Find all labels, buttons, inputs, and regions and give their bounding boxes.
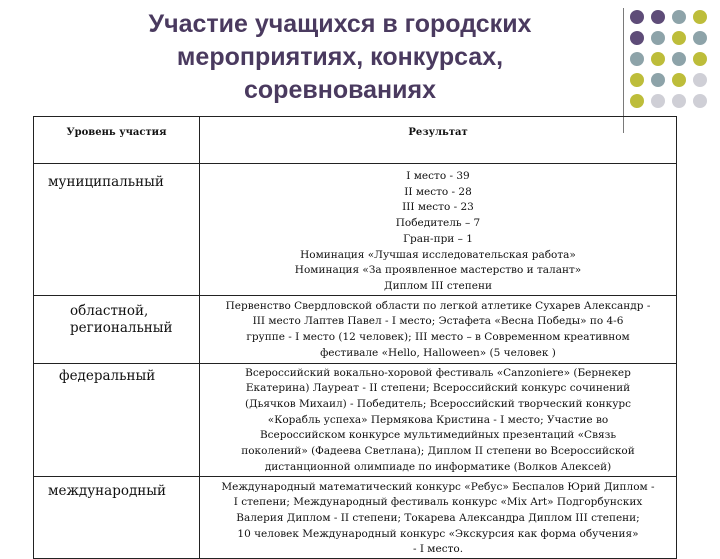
result-cell — [200, 295, 677, 363]
result-line: Номинация «За проявленное мастерство и талант» — [294, 264, 582, 277]
decorative-dot — [693, 31, 707, 45]
table-row — [34, 363, 677, 476]
slide-title — [80, 8, 600, 107]
decorative-dot — [651, 10, 665, 24]
level-cell — [34, 164, 200, 296]
level-cell — [34, 363, 200, 476]
result-line: III место Лаптев Павел - I место; Эстафета «Весна Победы» по 4-6 — [252, 315, 624, 328]
decorative-dot — [651, 31, 665, 45]
result-line: (Дьячков Михаил) - Победитель; Всероссийский творческий конкурс — [244, 398, 632, 411]
result-line: I место - 39 — [406, 170, 470, 182]
decorative-dot — [693, 52, 707, 66]
level-text: международный — [48, 482, 167, 499]
decorative-dot — [693, 10, 707, 24]
level-text: федеральный — [59, 367, 156, 384]
decorative-dot — [693, 73, 707, 87]
result-line: 10 человек Международный конкурс «Экскурсия как форма обучения» — [237, 527, 639, 540]
result-line: Екатерина) Лауреат - II степени; Всероссийский конкурс сочинений — [245, 382, 631, 395]
result-line: Гран-при – 1 — [403, 232, 473, 245]
result-line: III место - 23 — [402, 201, 474, 214]
level-cell — [34, 295, 200, 363]
title-line: соревнованиях — [244, 76, 436, 104]
result-line: дистанционной олимпиаде по информатике (Волков Алексей) — [264, 460, 612, 473]
header-result: Результат — [200, 117, 677, 164]
level-cell — [34, 476, 200, 559]
level-text: региональный — [70, 319, 173, 336]
decorative-dot — [651, 52, 665, 66]
result-line: фестивале «Hello, Halloween» (5 человек ) — [320, 346, 556, 359]
decorative-dot — [651, 73, 665, 87]
decorative-divider — [623, 8, 624, 133]
decorative-dot — [630, 10, 644, 24]
decorative-dot — [630, 31, 644, 45]
table-row — [34, 295, 677, 363]
result-line: Всероссийский вокально-хоровой фестиваль «Canzoniere» (Бернекер — [245, 366, 631, 379]
result-cell — [200, 164, 677, 296]
result-line: поколений» (Фадеева Светлана); Диплом II степени во Всероссийской — [241, 445, 635, 458]
result-line: Первенство Свердловской области по легкой атлетике Сухарев Александр - — [225, 299, 651, 312]
result-cell — [200, 476, 677, 559]
result-line: Всероссийском конкурсе мультимедийных презентаций «Связь — [259, 429, 617, 442]
result-line: II место - 28 — [404, 185, 472, 198]
result-cell — [200, 363, 677, 476]
decorative-dot — [693, 94, 707, 108]
title-line: Участие учащихся в городских — [148, 10, 532, 38]
decorative-dot — [672, 73, 686, 87]
decorative-dot — [630, 52, 644, 66]
result-line: группе - I место (12 человек); III место – в Современном креативном — [246, 331, 630, 344]
decorative-dot — [672, 10, 686, 24]
result-line: Валерия Диплом - II степени; Токарева Александра Диплом III степени; — [236, 511, 640, 524]
level-text: областной, — [70, 302, 149, 319]
result-line: I степени; Международный фестиваль конкурс «Mix Art» Подгорбунских — [233, 496, 643, 509]
decorative-dot — [630, 94, 644, 108]
result-line: Номинация «Лучшая исследовательская работа» — [300, 248, 576, 261]
header-level: Уровень участия — [34, 117, 200, 164]
level-text: муниципальный — [48, 174, 164, 190]
result-line: «Корабль успеха» Пермякова Кристина - I место; Участие во — [267, 413, 609, 426]
decorative-dot — [630, 73, 644, 87]
decorative-dot — [651, 94, 665, 108]
table-row — [34, 476, 677, 559]
decorative-dot — [672, 52, 686, 66]
participation-table — [33, 116, 677, 559]
result-line: Международный математический конкурс «Ребус» Беспалов Юрий Диплом - — [221, 480, 655, 493]
result-line: Диплом III степени — [384, 279, 492, 292]
result-line: Победитель – 7 — [395, 217, 481, 230]
decorative-dot — [672, 31, 686, 45]
result-line: - I место. — [412, 543, 464, 556]
title-line: мероприятиях, конкурсах, — [176, 43, 504, 71]
table-header-row — [34, 117, 677, 164]
table-row — [34, 164, 677, 296]
decorative-dot — [672, 94, 686, 108]
